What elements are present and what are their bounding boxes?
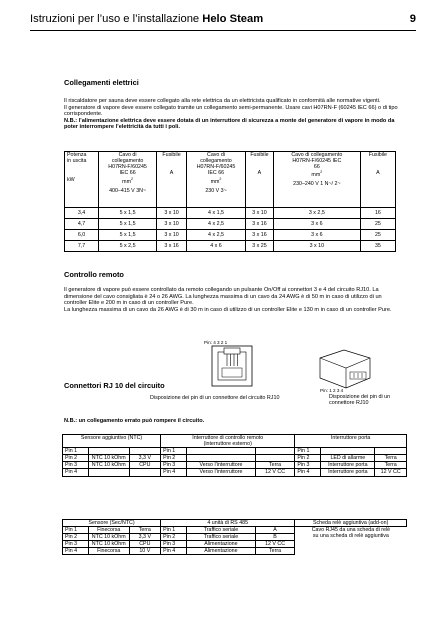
table-cell: CPU — [129, 462, 161, 469]
table-cell: NTC 10 kOhm — [88, 541, 129, 548]
table-cell: 3 x 16 — [245, 219, 273, 230]
table-cell: 3 x 2,5 — [273, 208, 360, 219]
brand-name: Helo Steam — [202, 13, 264, 25]
table-cell: Pin 4 — [161, 548, 187, 555]
header-fuse-3-cell: Fusibile A — [360, 152, 395, 208]
header-cable-400v-cell: Cavo di collegamento H07RN-F/60245 IEC 66 $mm^2$ 400–415 V 3N~ — [99, 152, 157, 208]
table-cell: 5 x 2,5 — [99, 241, 157, 252]
table-cell: Pin 4 — [161, 469, 187, 476]
header-cable-230v-cell: Cavo di collegamento H07RN-F/60245 IEC 66 $mm^2$ 230 V 3~ — [187, 152, 246, 208]
header-power-cell: Potenza in uscita kW — [65, 152, 99, 208]
table-cell: 3 x 10 — [157, 230, 187, 241]
table-cell: 7,7 — [65, 241, 99, 252]
section-heading-remote: Controllo remoto — [64, 270, 124, 279]
header-fuse-2-cell: Fusibile A — [245, 152, 273, 208]
table-cell: NTC 10 kOhm — [88, 462, 129, 469]
pinout-header-row — [63, 435, 407, 448]
rj10-plug-drawing — [314, 348, 374, 394]
table-row — [65, 219, 396, 230]
page-number: 9 — [409, 13, 416, 25]
electrical-note: N.B.: l’alimentazione elettrica deve essere dotata di un interruttore di sicurezza a monte del generatore di vapore in modo da poter interrompere l’elettricità da tutti i poli. — [64, 117, 395, 131]
header-remote-switch: Interruttore di controllo remoto (interruttore esterno) — [161, 435, 295, 448]
table-cell: 16 — [360, 208, 395, 219]
table-cell: Pin 1 — [161, 527, 187, 534]
sensor-table-header-row — [63, 520, 407, 527]
table-cell: Pin 3 — [161, 462, 187, 469]
table-cell: 25 — [360, 219, 395, 230]
table-cell: 3 x 16 — [245, 230, 273, 241]
pin-label-circuit: Pin: 4 3 2 1 — [204, 340, 228, 345]
table-cell: CPU — [129, 541, 161, 548]
table-cell: 4 x 2,5 — [187, 230, 246, 241]
table-cell: Interruttore porta — [321, 462, 375, 469]
table-cell: Verso l’interruttore — [187, 469, 256, 476]
remote-paragraph-2: La lunghezza massima di un cavo da 26 AWG è di 30 m in caso di utilizzo di un controller Elite e 130 m in caso di un controller Pure. — [64, 306, 392, 313]
table-cell: Finecorsa — [88, 548, 129, 555]
remote-paragraph-1: Il generatore di vapore può essere controllato da remoto collegando un pulsante On/Off ai connettori 3 e 4 del circuito RJ10. La dimensione del cavo consigliata è 24 o 26 AWG. La lunghezza massima di un cavo da 24 AWG è di 50 m in caso di utilizzo di un controller Elite e 200 m in caso di un controller Pure. — [64, 287, 382, 307]
header-door-switch: Interruttore porta — [295, 435, 407, 448]
table-cell — [321, 448, 375, 455]
header-ntc-sensor: Sensore aggiuntivo (NTC) — [63, 435, 161, 448]
table-cell: 10 V — [129, 548, 161, 555]
relay-board-note: Cavo RJ45 da una scheda di relè su una scheda di relè aggiuntiva — [295, 527, 407, 555]
header-fuse-1-cell: Fusibile A — [157, 152, 187, 208]
wiring-warning: N.B.: un collegamento errato può rompere il circuito. — [64, 418, 205, 424]
table-cell — [88, 469, 129, 476]
section-heading-electrical: Collegamenti elettrici — [64, 78, 139, 87]
table-row — [63, 455, 407, 462]
table-cell: 3 x 10 — [157, 208, 187, 219]
table-cell — [129, 448, 161, 455]
table-cell: Pin 3 — [295, 462, 321, 469]
electrical-text — [64, 98, 404, 131]
table-row — [65, 208, 396, 219]
table-cell: 4,7 — [65, 219, 99, 230]
table-cell: 5 x 1,5 — [99, 208, 157, 219]
table-cell: Interruttore porta — [321, 469, 375, 476]
table-cell — [255, 455, 294, 462]
table-cell: Terra — [375, 455, 407, 462]
header-cable-single-phase-cell: Cavo di collegamento H07RN-F/60245 IEC 66 $mm^2$ 230–240 V 1 N~/ 2~ — [273, 152, 360, 208]
header-relay-board: Scheda relè aggiuntiva (add-on) — [295, 520, 407, 527]
pin-label-plug: Pin: 1 2 3 4 — [320, 388, 344, 393]
table-cell: 12 V CC — [255, 469, 294, 476]
table-cell: Pin 1 — [161, 448, 187, 455]
header-sec-ntc-sensor: Sensore (Sec/NTC) — [63, 520, 161, 527]
table-cell: NTC 10 kOhm — [88, 534, 129, 541]
table-cell: Terra — [129, 527, 161, 534]
table-cell — [187, 448, 256, 455]
table-cell: Alimentazione — [187, 541, 256, 548]
table-cell: Pin 4 — [295, 469, 321, 476]
table-cell: LED di allarme — [321, 455, 375, 462]
table-cell: Pin 2 — [63, 534, 89, 541]
table-cell: Pin 1 — [295, 448, 321, 455]
table-cell: 3 x 10 — [157, 219, 187, 230]
sensor-rs485-table — [62, 519, 407, 555]
table-cell: Pin 2 — [161, 455, 187, 462]
table-cell: Traffico seriale — [187, 534, 256, 541]
table-cell: Terra — [255, 548, 294, 555]
table-cell: Pin 3 — [63, 462, 89, 469]
table-cell: 4 x 6 — [187, 241, 246, 252]
table-row — [63, 448, 407, 455]
connector-pinout-table — [62, 434, 407, 477]
table-cell: 3,3 V — [129, 455, 161, 462]
table-cell: 4 x 1,5 — [187, 208, 246, 219]
page-header — [30, 8, 416, 30]
rj10-circuit-connector-drawing — [198, 338, 264, 388]
table-row — [63, 462, 407, 469]
table-cell: 3 x 10 — [273, 241, 360, 252]
caption-circuit-connector: Disposizione dei pin di un connettore del circuito RJ10 — [150, 395, 280, 401]
table-cell — [375, 448, 407, 455]
header-rs485: 4 unità di RS 485 — [161, 520, 295, 527]
table-cell: 3 x 6 — [273, 219, 360, 230]
caption-plug-connector: Disposizione dei pin di un connettore RJ10 — [329, 394, 391, 407]
table-cell: Finecorsa — [88, 527, 129, 534]
table-cell: Terra — [255, 462, 294, 469]
table-cell: Pin 4 — [63, 469, 89, 476]
electrical-paragraph-1: Il riscaldatore per sauna deve essere collegato alla rete elettrica da un elettricista qualificato in conformità alle normative vigenti. — [64, 98, 381, 104]
table-cell — [187, 455, 256, 462]
table-cell: Traffico seriale — [187, 527, 256, 534]
table-cell: 3 x 6 — [273, 230, 360, 241]
power-table-header-row — [65, 152, 396, 208]
table-cell: Pin 2 — [295, 455, 321, 462]
table-row — [65, 230, 396, 241]
table-cell: Pin 2 — [161, 534, 187, 541]
table-cell: Pin 4 — [63, 548, 89, 555]
table-cell: Pin 1 — [63, 448, 89, 455]
table-cell: 6,0 — [65, 230, 99, 241]
table-cell: Pin 1 — [63, 527, 89, 534]
table-cell: 35 — [360, 241, 395, 252]
table-cell: Terra — [375, 462, 407, 469]
section-heading-connectors: Connettori RJ 10 del circuito — [64, 381, 165, 390]
table-cell: B — [255, 534, 294, 541]
table-cell: 5 x 1,5 — [99, 230, 157, 241]
header-divider — [30, 30, 416, 31]
table-cell: 12 V CC — [375, 469, 407, 476]
remote-text — [64, 287, 402, 313]
table-cell: 12 V CC — [255, 541, 294, 548]
table-cell — [129, 469, 161, 476]
table-cell: NTC 10 kOhm — [88, 455, 129, 462]
table-cell: 5 x 1,5 — [99, 219, 157, 230]
table-cell: 3 x 16 — [157, 241, 187, 252]
table-cell — [255, 448, 294, 455]
table-cell: Verso l’interruttore — [187, 462, 256, 469]
table-cell: 4 x 2,5 — [187, 219, 246, 230]
table-row — [63, 469, 407, 476]
table-cell: Pin 2 — [63, 455, 89, 462]
table-cell: Pin 3 — [161, 541, 187, 548]
table-cell — [88, 448, 129, 455]
table-cell: Alimentazione — [187, 548, 256, 555]
header-title: Istruzioni per l’uso e l’installazione Helo Steam — [30, 13, 264, 25]
table-cell: 25 — [360, 230, 395, 241]
table-cell: 3,4 — [65, 208, 99, 219]
power-cable-table — [64, 151, 396, 252]
table-cell: 3 x 25 — [245, 241, 273, 252]
table-cell: A — [255, 527, 294, 534]
electrical-paragraph-2: Il generatore di vapore deve essere collegato tramite un collegamento semi-permanente. Usare cavi H07RN-F (60245 IEC 66) o di tipo corrispondente. — [64, 104, 398, 118]
table-cell: 3,3 V — [129, 534, 161, 541]
table-row — [65, 241, 396, 252]
table-cell: Pin 3 — [63, 541, 89, 548]
table-row — [63, 527, 407, 534]
table-cell: 3 x 10 — [245, 208, 273, 219]
